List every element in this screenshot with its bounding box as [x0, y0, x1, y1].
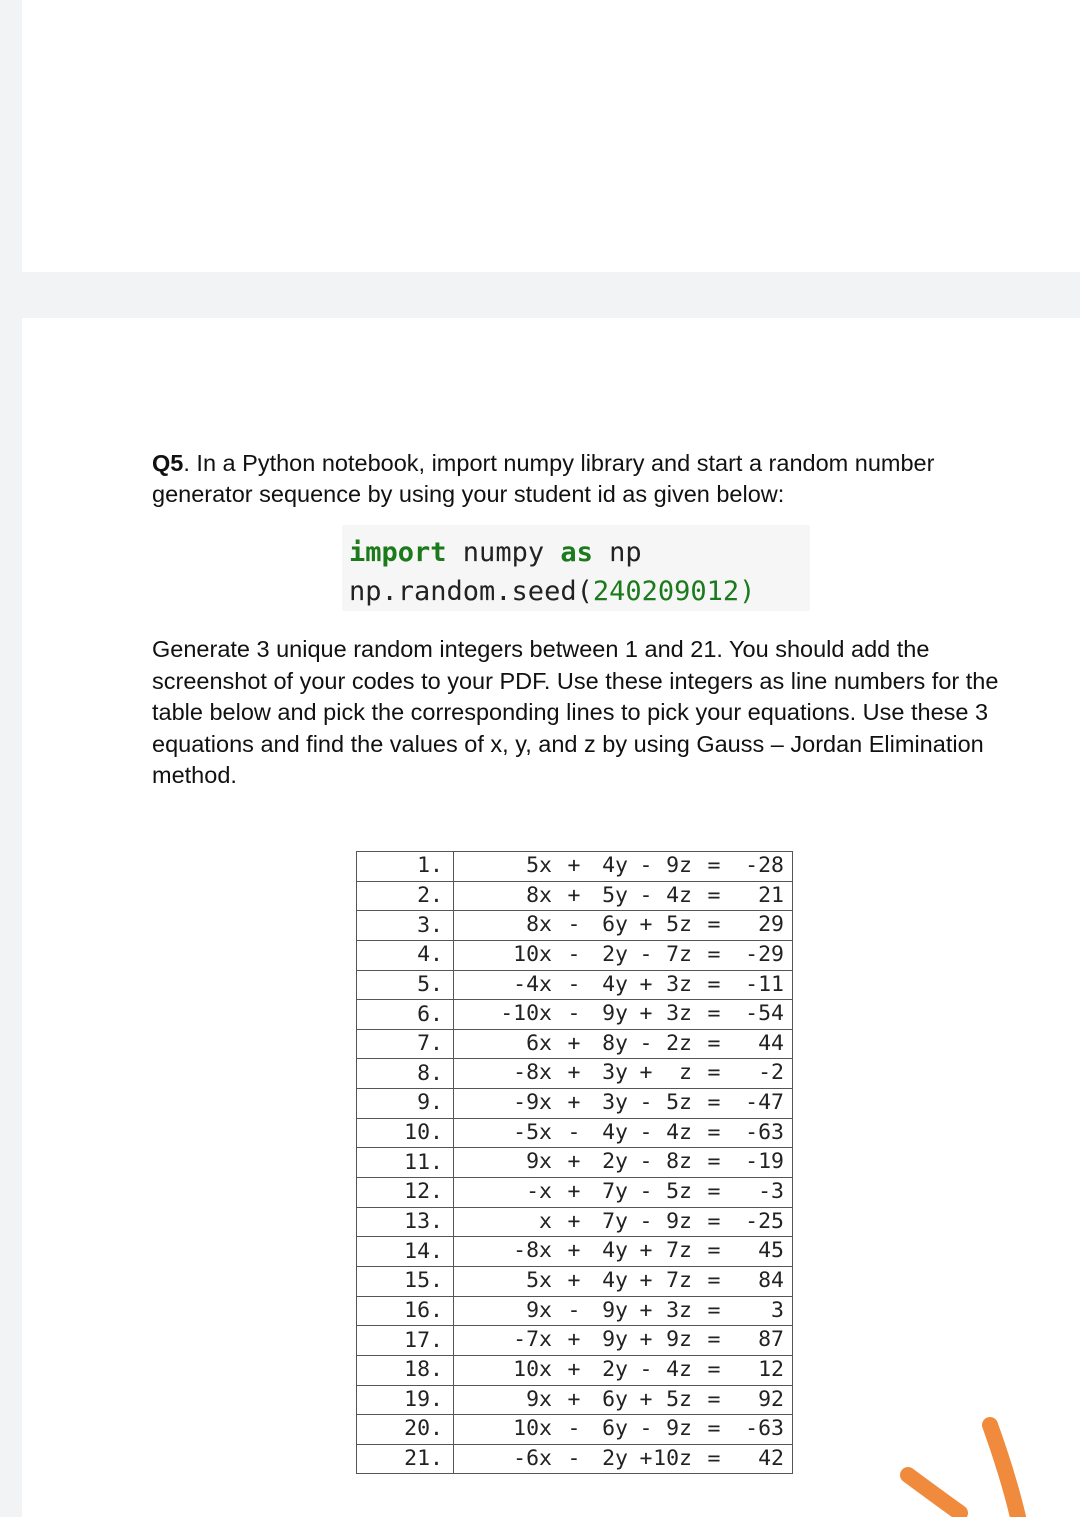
line-number: 8.: [357, 1059, 454, 1089]
equation-term-y: 4y: [602, 853, 628, 878]
equation-term-x: -6x: [513, 1445, 552, 1471]
equation-term-op2: -: [639, 1030, 653, 1056]
equation-term-z: 7z: [666, 1238, 692, 1264]
equation-row: [357, 1355, 793, 1385]
instructions-text: Generate 3 unique random integers between 1 and 21. You should add the screenshot of your codes to your PDF. Use these integers as line numbers for the table below and pick the corresponding lines to pick your equations. Use these 3 equations and find the values of x, y, and z by using Gauss – Jordan Elimination method.: [152, 636, 999, 788]
equation-term-z: z: [679, 1060, 692, 1086]
equation-term-z: 9z: [666, 1327, 692, 1353]
equation-term-op1: -: [567, 1001, 581, 1027]
equation-term-op2: +: [639, 1001, 653, 1027]
equation-term-rhs: 84: [758, 1267, 784, 1293]
equation-term-x: 10x: [513, 941, 552, 967]
equation-term-eq: =: [707, 941, 721, 967]
equation-row: [357, 1000, 793, 1030]
equation-row: [357, 1444, 793, 1474]
equation-term-rhs: -25: [745, 1208, 784, 1234]
equation-term-rhs: 42: [758, 1445, 784, 1471]
equation-term-y: 7y: [602, 1208, 628, 1234]
equation-term-y: 8y: [602, 1030, 628, 1056]
equation-term-z: 4z: [666, 882, 692, 908]
equation-term-op1: +: [567, 1179, 581, 1205]
equation-cell: [454, 1326, 793, 1356]
equation-term-x: -8x: [513, 1238, 552, 1264]
line-number: 12.: [357, 1178, 454, 1208]
equation-term-y: 2y: [602, 1149, 628, 1175]
equation-term-z: 4z: [666, 1119, 692, 1145]
equation-row: [357, 1326, 793, 1356]
equation-term-y: 9y: [602, 1297, 628, 1323]
equation-term-z: 7z: [666, 941, 692, 967]
equation-row: [357, 1207, 793, 1237]
equation-row: [357, 1415, 793, 1445]
line-number: 11.: [357, 1148, 454, 1178]
line-number: 1.: [357, 852, 454, 882]
equation-term-x: 5x: [526, 1267, 552, 1293]
equation-term-eq: =: [707, 1416, 721, 1442]
equation-term-y: 3y: [602, 1090, 628, 1116]
equation-term-z: 3z: [666, 1297, 692, 1323]
equation-term-rhs: 87: [758, 1327, 784, 1353]
equation-term-op1: +: [567, 1030, 581, 1056]
question-text: [152, 448, 1012, 510]
equation-row: [357, 1029, 793, 1059]
line-number: 7.: [357, 1029, 454, 1059]
equation-row: [357, 1385, 793, 1415]
equation-term-z: 3z: [666, 1001, 692, 1027]
equation-term-x: -8x: [513, 1060, 552, 1086]
check-mark-short-stroke: [908, 1475, 960, 1513]
check-mark-long-stroke: [990, 1425, 1018, 1517]
equation-term-z: 3z: [666, 971, 692, 997]
equation-term-eq: =: [707, 1445, 721, 1471]
equation-row: [357, 1059, 793, 1089]
equation-cell: [454, 1000, 793, 1030]
question-intro: . In a Python notebook, import numpy library and start a random number generator sequence by using your student id as given below:: [152, 450, 935, 507]
equation-term-rhs: -29: [745, 941, 784, 967]
equation-row: [357, 911, 793, 941]
equation-term-x: 9x: [526, 1149, 552, 1175]
code-line-import: [349, 533, 810, 572]
equation-term-eq: =: [707, 1208, 721, 1234]
equation-term-x: 10x: [513, 1416, 552, 1442]
equation-term-x: -4x: [513, 971, 552, 997]
equation-term-op2: -: [639, 1416, 653, 1442]
equation-term-z: 5z: [666, 1090, 692, 1116]
equation-term-y: 4y: [602, 1238, 628, 1264]
equation-term-z: 4z: [666, 1356, 692, 1382]
equation-term-y: 9y: [602, 1327, 628, 1353]
equation-term-eq: =: [707, 1238, 721, 1264]
equation-row: [357, 1148, 793, 1178]
equation-term-z: 9z: [666, 853, 692, 878]
equation-term-rhs: -54: [745, 1001, 784, 1027]
equation-term-op2: +: [639, 912, 653, 938]
equation-term-y: 2y: [602, 1356, 628, 1382]
equation-term-op1: +: [567, 1060, 581, 1086]
equations-table: [356, 851, 793, 1474]
code-keyword-as: as: [560, 537, 593, 568]
equation-term-op1: -: [567, 912, 581, 938]
equation-cell: [454, 1059, 793, 1089]
equation-term-rhs: -28: [745, 853, 784, 878]
equation-cell: [454, 852, 793, 882]
equation-term-rhs: -19: [745, 1149, 784, 1175]
equation-term-rhs: -2: [758, 1060, 784, 1086]
equation-term-op1: +: [567, 1090, 581, 1116]
equation-term-eq: =: [707, 882, 721, 908]
line-number: 3.: [357, 911, 454, 941]
equation-term-x: 6x: [526, 1030, 552, 1056]
equation-term-op2: +: [639, 971, 653, 997]
equation-term-z: 5z: [666, 1386, 692, 1412]
equation-term-x: -9x: [513, 1090, 552, 1116]
equation-term-y: 6y: [602, 1386, 628, 1412]
equation-row: [357, 1089, 793, 1119]
equation-term-rhs: -11: [745, 971, 784, 997]
line-number: 10.: [357, 1118, 454, 1148]
equation-row: [357, 1266, 793, 1296]
equation-term-y: 2y: [602, 1445, 628, 1471]
equation-term-rhs: -3: [758, 1179, 784, 1205]
equation-cell: [454, 1207, 793, 1237]
equation-row: [357, 940, 793, 970]
code-seed-value: 240209012: [592, 576, 740, 607]
equation-term-x: 9x: [526, 1386, 552, 1412]
equation-term-op2: +: [639, 1267, 653, 1293]
equation-term-op2: -: [639, 941, 653, 967]
equation-term-x: 9x: [526, 1297, 552, 1323]
equation-term-eq: =: [707, 1327, 721, 1353]
line-number: 15.: [357, 1266, 454, 1296]
equation-cell: [454, 1118, 793, 1148]
equation-term-x: -10x: [500, 1001, 552, 1027]
equation-term-op2: -: [639, 1149, 653, 1175]
equation-term-z: 5z: [666, 1179, 692, 1205]
line-number: 5.: [357, 970, 454, 1000]
equation-term-op2: -: [639, 1179, 653, 1205]
equation-term-op2: +: [639, 1386, 653, 1412]
equation-term-eq: =: [707, 1179, 721, 1205]
equation-term-rhs: -47: [745, 1090, 784, 1116]
equation-term-z: 9z: [666, 1416, 692, 1442]
equation-term-y: 4y: [602, 1267, 628, 1293]
equation-term-eq: =: [707, 1356, 721, 1382]
equation-term-x: -5x: [513, 1119, 552, 1145]
code-alias: np: [592, 537, 642, 568]
equation-cell: [454, 1178, 793, 1208]
equation-cell: [454, 911, 793, 941]
equation-term-op1: +: [567, 853, 581, 878]
equation-term-eq: =: [707, 1001, 721, 1027]
code-module: numpy: [446, 537, 561, 568]
equation-term-rhs: 45: [758, 1238, 784, 1264]
equation-term-eq: =: [707, 1060, 721, 1086]
equation-row: [357, 1296, 793, 1326]
equation-row: [357, 1178, 793, 1208]
equation-term-op1: -: [567, 941, 581, 967]
equation-term-rhs: 92: [758, 1386, 784, 1412]
equation-term-op1: +: [567, 1208, 581, 1234]
equation-term-y: 4y: [602, 971, 628, 997]
code-line-seed: [349, 572, 810, 611]
equation-term-rhs: 44: [758, 1030, 784, 1056]
equation-cell: [454, 1415, 793, 1445]
equation-term-op1: -: [567, 971, 581, 997]
equation-term-rhs: 29: [758, 912, 784, 938]
equation-term-rhs: 12: [758, 1356, 784, 1382]
document-page: [22, 318, 1080, 1517]
equation-term-op2: -: [639, 1119, 653, 1145]
equation-term-y: 6y: [602, 912, 628, 938]
equation-term-eq: =: [707, 1119, 721, 1145]
equation-cell: [454, 1444, 793, 1474]
equation-row: [357, 881, 793, 911]
equation-term-y: 9y: [602, 1001, 628, 1027]
equation-cell: [454, 881, 793, 911]
equation-term-op1: -: [567, 1445, 581, 1471]
equation-term-eq: =: [707, 1030, 721, 1056]
equation-term-x: 8x: [526, 882, 552, 908]
equation-term-eq: =: [707, 1149, 721, 1175]
line-number: 2.: [357, 881, 454, 911]
equation-term-rhs: -63: [745, 1119, 784, 1145]
equation-term-y: 5y: [602, 882, 628, 908]
equation-term-eq: =: [707, 912, 721, 938]
equation-term-y: 6y: [602, 1416, 628, 1442]
equation-term-op1: +: [567, 1386, 581, 1412]
line-number: 14.: [357, 1237, 454, 1267]
line-number: 13.: [357, 1207, 454, 1237]
equation-cell: [454, 1237, 793, 1267]
equation-term-op2: -: [639, 853, 653, 878]
equation-term-op1: +: [567, 1267, 581, 1293]
equation-term-rhs: 21: [758, 882, 784, 908]
equation-term-z: 2z: [666, 1030, 692, 1056]
equation-term-x: x: [539, 1208, 552, 1234]
code-close-paren: ): [739, 576, 756, 607]
equation-row: [357, 970, 793, 1000]
equation-term-eq: =: [707, 971, 721, 997]
line-number: 21.: [357, 1444, 454, 1474]
line-number: 4.: [357, 940, 454, 970]
equation-term-y: 3y: [602, 1060, 628, 1086]
equation-term-x: 5x: [526, 853, 552, 878]
equation-term-eq: =: [707, 853, 721, 878]
equation-term-eq: =: [707, 1297, 721, 1323]
equation-term-op2: +: [639, 1060, 653, 1086]
equation-term-x: -x: [526, 1179, 552, 1205]
equation-term-x: 10x: [513, 1356, 552, 1382]
equation-term-op2: +: [639, 1297, 653, 1323]
equation-term-op1: +: [567, 1238, 581, 1264]
code-keyword-import: import: [349, 537, 447, 568]
equation-cell: [454, 970, 793, 1000]
line-number: 6.: [357, 1000, 454, 1030]
equation-cell: [454, 1355, 793, 1385]
equation-term-op2: -: [639, 882, 653, 908]
equation-term-z: 9z: [666, 1208, 692, 1234]
equation-term-rhs: 3: [771, 1297, 784, 1323]
handwritten-check-mark: [880, 1395, 1080, 1517]
code-snippet: [342, 525, 810, 611]
equation-row: [357, 1118, 793, 1148]
equation-cell: [454, 1296, 793, 1326]
equation-term-op2: -: [639, 1090, 653, 1116]
equation-cell: [454, 940, 793, 970]
equation-term-x: -7x: [513, 1327, 552, 1353]
equation-cell: [454, 1385, 793, 1415]
equation-term-eq: =: [707, 1386, 721, 1412]
question-number: Q5: [152, 450, 184, 476]
equation-term-op1: +: [567, 1149, 581, 1175]
line-number: 16.: [357, 1296, 454, 1326]
equation-row: [357, 1237, 793, 1267]
equation-term-z: 8z: [666, 1149, 692, 1175]
equation-term-op2: -: [639, 1208, 653, 1234]
equation-row: [357, 852, 793, 882]
equation-term-op2: +: [639, 1238, 653, 1264]
equation-cell: [454, 1089, 793, 1119]
equation-term-z: 10z: [653, 1445, 692, 1471]
equation-term-z: 7z: [666, 1267, 692, 1293]
equation-term-y: 2y: [602, 941, 628, 967]
equation-term-x: 8x: [526, 912, 552, 938]
equation-cell: [454, 1266, 793, 1296]
previous-page: [22, 0, 1080, 272]
equation-term-op1: -: [567, 1297, 581, 1323]
equation-term-y: 7y: [602, 1179, 628, 1205]
equation-cell: [454, 1029, 793, 1059]
equation-cell: [454, 1148, 793, 1178]
line-number: 19.: [357, 1385, 454, 1415]
equation-term-op1: +: [567, 882, 581, 908]
equation-term-op1: +: [567, 1327, 581, 1353]
line-number: 20.: [357, 1415, 454, 1445]
equation-term-eq: =: [707, 1090, 721, 1116]
equation-term-op2: +: [639, 1327, 653, 1353]
equation-term-op1: +: [567, 1356, 581, 1382]
equation-term-eq: =: [707, 1267, 721, 1293]
equation-term-op1: -: [567, 1416, 581, 1442]
line-number: 17.: [357, 1326, 454, 1356]
line-number: 18.: [357, 1355, 454, 1385]
equation-term-op1: -: [567, 1119, 581, 1145]
equation-term-y: 4y: [602, 1119, 628, 1145]
equation-term-z: 5z: [666, 912, 692, 938]
equation-term-op2: -: [639, 1356, 653, 1382]
line-number: 9.: [357, 1089, 454, 1119]
code-call: np.random.seed(: [349, 576, 593, 607]
equation-term-rhs: -63: [745, 1416, 784, 1442]
equation-term-op2: +: [639, 1445, 653, 1471]
